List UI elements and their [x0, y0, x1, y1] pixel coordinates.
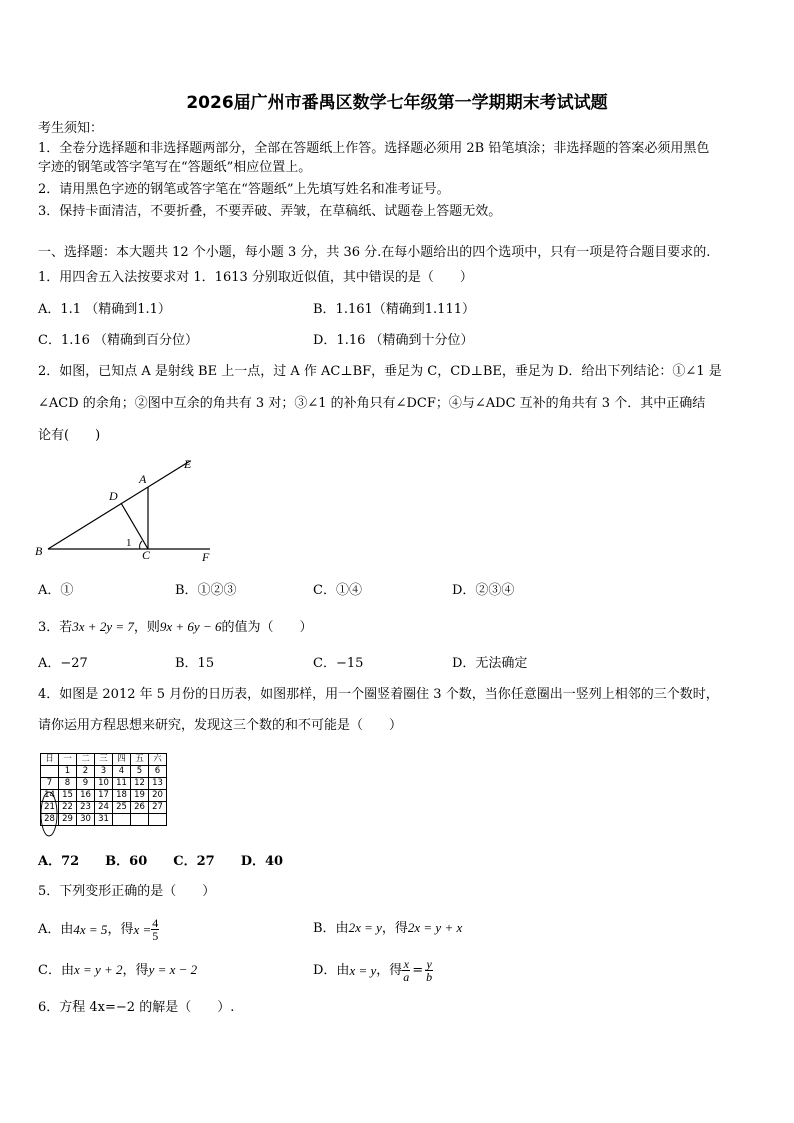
- calendar-cell: 8: [59, 778, 77, 790]
- q5-d-fraction-right: [425, 958, 433, 983]
- q4-options: A．72 B．60 C．27 D．40: [38, 854, 284, 869]
- calendar-cell: 4: [113, 766, 131, 778]
- calendar-cell: 1: [59, 766, 77, 778]
- q5-d-mid: ，得: [376, 962, 403, 978]
- q1-option-b: B．1.161（精确到1.111）: [313, 302, 475, 317]
- calendar-header-cell: 五: [131, 754, 149, 766]
- label-angle-1: 1: [126, 537, 132, 549]
- q3-option-a: A．−27: [38, 656, 88, 671]
- q5-a-fraction: [151, 917, 159, 942]
- q1-option-d: D．1.16 （精确到十分位）: [313, 333, 474, 348]
- calendar-row: [41, 778, 167, 790]
- q5-a-result: x =: [133, 921, 152, 937]
- q1-stem: 1．用四舍五入法按要求对 1．1613 分别取近似值，其中错误的是（ ）: [38, 270, 473, 285]
- calendar-cell: [113, 814, 131, 826]
- calendar-circle-ellipse: [41, 792, 57, 836]
- calendar-cell: [131, 814, 149, 826]
- q2-option-c: C．①④: [313, 583, 362, 598]
- q3-option-b: B．15: [175, 656, 215, 671]
- q5-b-equation: 2x = y: [348, 920, 382, 935]
- calendar-cell: 22: [59, 802, 77, 814]
- calendar-cell: 14: [41, 790, 59, 802]
- calendar-cell: 12: [131, 778, 149, 790]
- q3-option-d: D．无法确定: [452, 656, 528, 671]
- calendar-header-cell: 一: [59, 754, 77, 766]
- calendar-cell: 17: [95, 790, 113, 802]
- label-a: A: [139, 472, 147, 486]
- q4-stem-line-2: 请你运用方程思想来研究，发现这三个数的和不可能是（ ）: [38, 718, 403, 733]
- q5-c-result: y = x − 2: [148, 962, 198, 977]
- ray-be: [48, 461, 190, 549]
- q5-b-result: 2x = y + x: [407, 920, 463, 935]
- calendar-header-cell: 三: [95, 754, 113, 766]
- q5-a-mid: ，得: [107, 921, 134, 937]
- calendar-cell: 15: [59, 790, 77, 802]
- q5-d-denominator-left: a: [403, 969, 410, 984]
- calendar-cell: 13: [149, 778, 167, 790]
- notice-heading: 考生须知：: [38, 121, 104, 136]
- q2-stem-line-3: 论有( ): [38, 428, 101, 443]
- calendar-cell: 18: [113, 790, 131, 802]
- q1-option-a: A．1.1 （精确到1.1）: [38, 302, 171, 317]
- notice-line-1a: 1．全卷分选择题和非选择题两部分，全部在答题纸上作答。选择题必须用 2B 铅笔填涂；非选择题的答案必须用黑色: [38, 141, 710, 156]
- q6-stem: 6．方程 4x=−2 的解是（ ）.: [38, 1000, 235, 1015]
- calendar-cell: 9: [77, 778, 95, 790]
- calendar-cell: 19: [131, 790, 149, 802]
- calendar-cell: 7: [41, 778, 59, 790]
- q5-a-prefix: A．由: [38, 921, 74, 937]
- label-c: C: [142, 548, 151, 562]
- label-d: D: [109, 489, 118, 503]
- calendar-cell: 24: [95, 802, 113, 814]
- q5-d-prefix: D．由: [313, 962, 350, 978]
- calendar-header-row: [41, 754, 167, 766]
- calendar-header-cell: 六: [149, 754, 167, 766]
- label-b: B: [35, 544, 43, 558]
- q5-a-equation: 4x = 5: [73, 921, 108, 937]
- q3-prefix: 3．若: [38, 620, 73, 635]
- q1-option-c: C．1.16 （精确到百分位）: [38, 333, 199, 348]
- calendar-cell: 31: [95, 814, 113, 826]
- q5-c-equation: x = y + 2: [73, 962, 123, 977]
- calendar-cell: 26: [131, 802, 149, 814]
- notice-line-2: 2．请用黑色字迹的钢笔或答字笔在“答题纸”上先填写姓名和准考证号。: [38, 182, 450, 197]
- calendar-header-cell: 二: [77, 754, 95, 766]
- calendar-cell: 11: [113, 778, 131, 790]
- q2-option-b: B．①②③: [175, 583, 237, 598]
- notice-line-3: 3．保持卡面清洁，不要折叠，不要弄破、弄皱，在草稿纸、试题卷上答题无效。: [38, 204, 502, 219]
- q5-d-denominator-right: b: [426, 969, 433, 984]
- calendar-cell: 3: [95, 766, 113, 778]
- q3-suffix: 的值为（ ）: [221, 620, 313, 635]
- calendar-cell: [41, 766, 59, 778]
- q3-option-c: C．−15: [313, 656, 364, 671]
- calendar-cell: 23: [77, 802, 95, 814]
- q5-option-c: [38, 962, 197, 978]
- calendar-cell: 28: [41, 814, 59, 826]
- calendar-cell: 2: [77, 766, 95, 778]
- q5-stem: 5．下列变形正确的是（ ）: [38, 884, 216, 899]
- q5-d-equation: x = y: [349, 962, 377, 978]
- calendar-cell: 20: [149, 790, 167, 802]
- q5-b-prefix: B．由: [313, 921, 349, 936]
- calendar-row: [41, 766, 167, 778]
- q2-geometry-figure: [34, 455, 224, 567]
- label-f: F: [202, 550, 210, 564]
- q5-c-prefix: C．由: [38, 963, 74, 978]
- q5-option-d: [313, 953, 433, 987]
- calendar-header-cell: 日: [41, 754, 59, 766]
- q2-option-a: A．①: [38, 583, 74, 598]
- q5-d-numerator-left: x: [403, 956, 409, 971]
- q3-stem: [38, 619, 313, 635]
- calendar-cell: [149, 814, 167, 826]
- q4-stem-line-1: 4．如图是 2012 年 5 月份的日历表，如图那样，用一个圈竖着圈住 3 个数，当你任意圈出一竖列上相邻的三个数时，: [38, 687, 719, 702]
- calendar-circle-mark: [38, 790, 62, 840]
- q5-option-b: [313, 920, 462, 936]
- q5-d-fraction-left: [402, 958, 410, 983]
- calendar-cell: 25: [113, 802, 131, 814]
- notice-line-1b: 字迹的钢笔或答字笔写在“答题纸”相应位置上。: [38, 160, 312, 175]
- calendar-cell: 29: [59, 814, 77, 826]
- q5-c-mid: ，得: [122, 963, 149, 978]
- calendar-cell: 30: [77, 814, 95, 826]
- q5-option-a: [38, 912, 159, 946]
- q5-b-mid: ，得: [381, 921, 408, 936]
- calendar-cell: 16: [77, 790, 95, 802]
- q2-option-d: D．②③④: [452, 583, 515, 598]
- calendar-cell: 10: [95, 778, 113, 790]
- q5-d-equals: =: [412, 962, 424, 978]
- calendar-cell: 6: [149, 766, 167, 778]
- q5-a-denominator: 5: [152, 928, 159, 943]
- section-1-heading: 一、选择题：本大题共 12 个小题，每小题 3 分，共 36 分.在每小题给出的四个选项中，只有一项是符合题目要求的.: [38, 245, 711, 260]
- q3-condition: 3x + 2y = 7: [72, 619, 134, 634]
- calendar-cell: 21: [41, 802, 59, 814]
- calendar-header-cell: 四: [113, 754, 131, 766]
- q5-a-numerator: 4: [152, 915, 159, 930]
- calendar-cell: 5: [131, 766, 149, 778]
- page-title: 2026届广州市番禺区数学七年级第一学期期末考试试题: [186, 93, 608, 113]
- q5-d-numerator-right: y: [426, 956, 432, 971]
- q2-stem-line-1: 2．如图，已知点 A 是射线 BE 上一点，过 A 作 AC⊥BF，垂足为 C，CD⊥BE，垂足为 D．给出下列结论：①∠1 是: [38, 364, 722, 379]
- label-e: E: [184, 457, 192, 471]
- q2-stem-line-2: ∠ACD 的余角；②图中互余的角共有 3 对；③∠1 的补角只有∠DCF；④与∠ADC 互补的角共有 3 个．其中正确结: [38, 396, 706, 411]
- q3-expression: 9x + 6y − 6: [159, 619, 222, 634]
- calendar-cell: 27: [149, 802, 167, 814]
- q3-mid: ，则: [133, 620, 160, 635]
